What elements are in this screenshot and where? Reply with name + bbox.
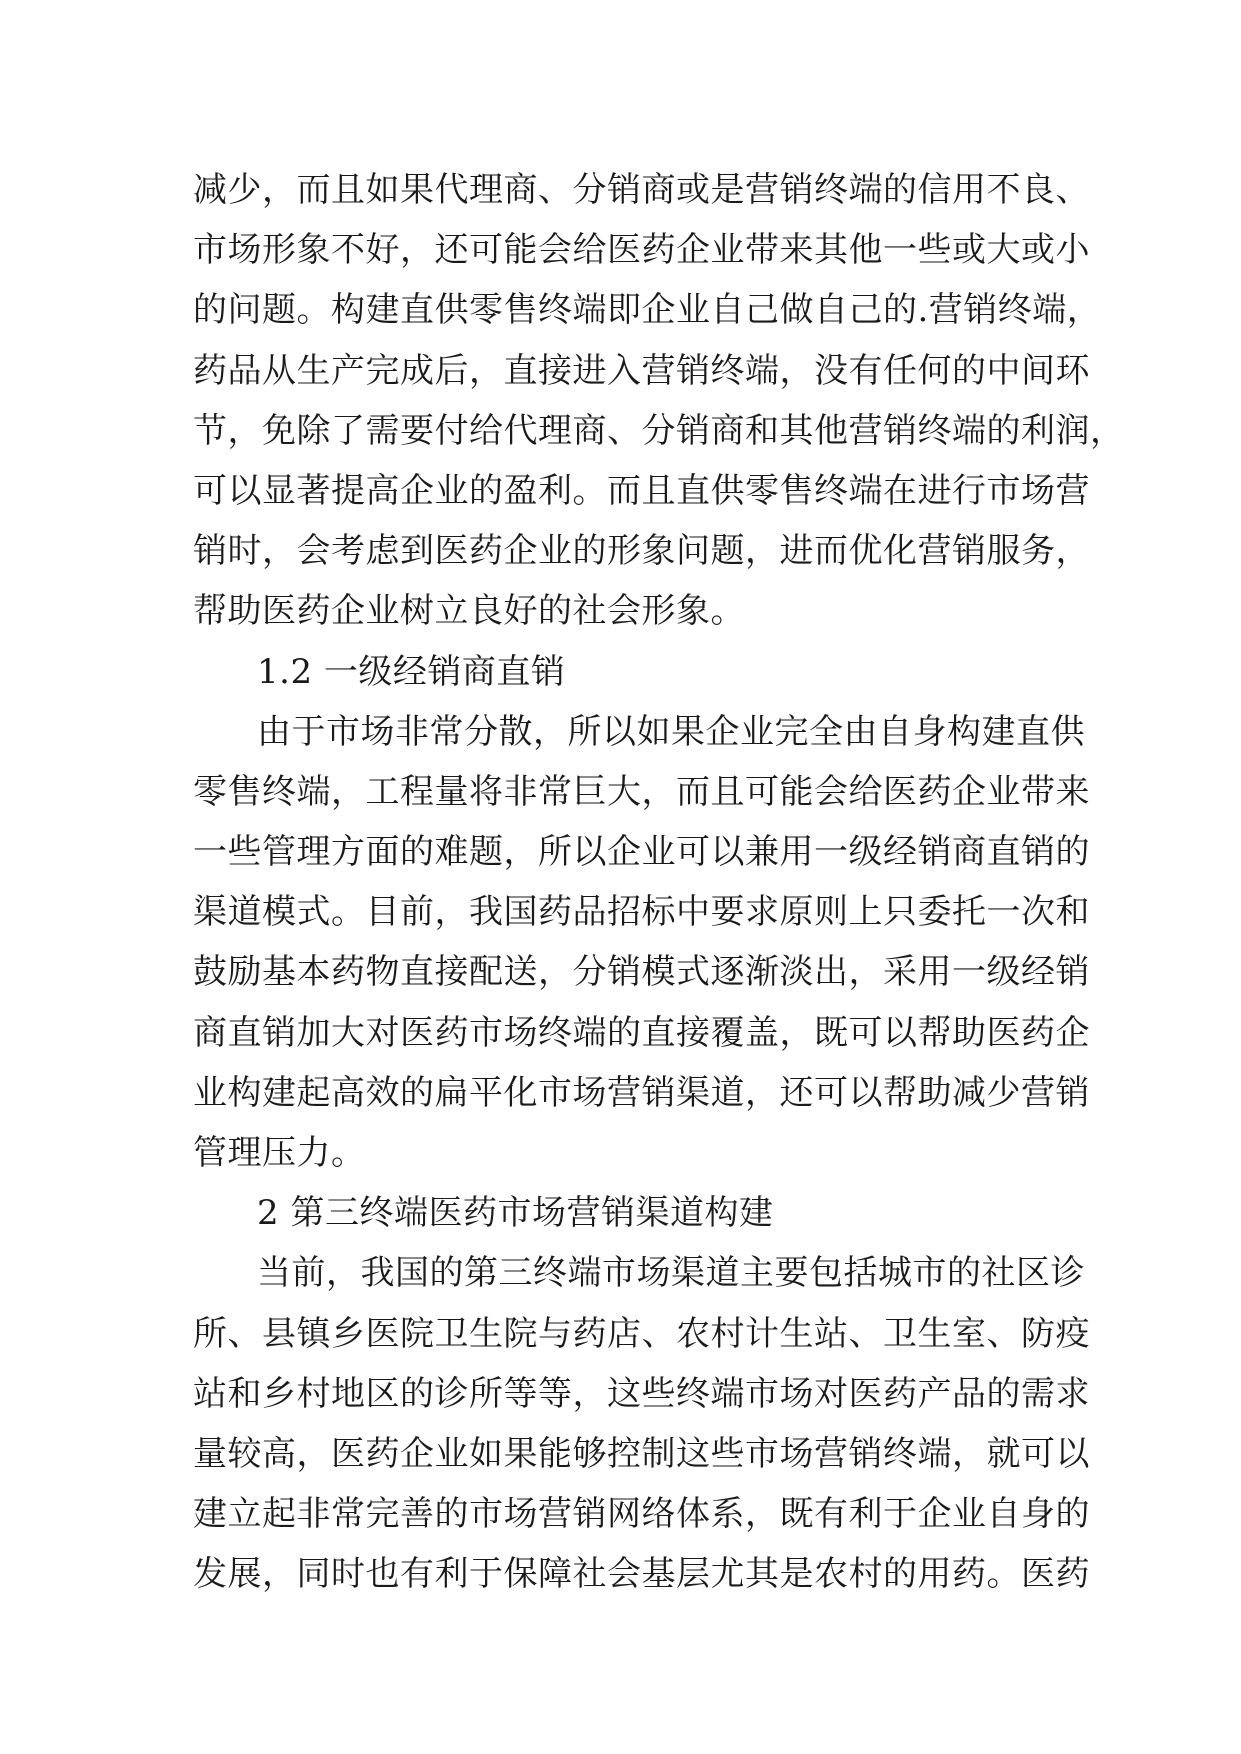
section-heading: 2 第三终端医药市场营销渠道构建	[257, 1193, 774, 1234]
text-line: 当前，我国的第三终端市场渠道主要包括城市的社区诊	[257, 1253, 1085, 1294]
text-line: 发展，同时也有利于保障社会基层尤其是农村的用药。医药	[193, 1554, 1090, 1595]
text-line: 一些管理方面的难题，所以企业可以兼用一级经销商直销的	[193, 832, 1090, 873]
text-line: 所、县镇乡医院卫生院与药店、农村计生站、卫生室、防疫	[193, 1313, 1090, 1354]
section-heading: 1.2 一级经销商直销	[257, 651, 566, 692]
text-line: 业构建起高效的扁平化市场营销渠道，还可以帮助减少营销	[193, 1072, 1090, 1113]
text-line: 鼓励基本药物直接配送，分销模式逐渐淡出，采用一级经销	[193, 952, 1090, 993]
text-line: 量较高，医药企业如果能够控制这些市场营销终端，就可以	[193, 1433, 1090, 1474]
body-text	[193, 160, 1125, 1605]
text-line: 可以显著提高企业的盈利。而且直供零售终端在进行市场营	[193, 470, 1090, 511]
text-line: 站和乡村地区的诊所等等，这些终端市场对医药产品的需求	[193, 1373, 1090, 1414]
text-line: 市场形象不好，还可能会给医药企业带来其他一些或大或小	[193, 230, 1090, 271]
text-line: 渠道模式。目前，我国药品招标中要求原则上只委托一次和	[193, 892, 1090, 933]
text-line: 节，免除了需要付给代理商、分销商和其他营销终端的利润，	[193, 410, 1125, 451]
text-line: 药品从生产完成后，直接进入营销终端，没有任何的中间环	[193, 350, 1090, 391]
text-line: 商直销加大对医药市场终端的直接覆盖，既可以帮助医药企	[193, 1012, 1090, 1053]
text-line: 建立起非常完善的市场营销网络体系，既有利于企业自身的	[193, 1494, 1090, 1535]
text-line: 的问题。构建直供零售终端即企业自己做自己的.营销终端，	[193, 290, 1102, 331]
text-line: 由于市场非常分散，所以如果企业完全由自身构建直供	[257, 711, 1085, 752]
text-line: 销时，会考虑到医药企业的形象问题，进而优化营销服务，	[193, 531, 1090, 572]
text-line: 管理压力。	[193, 1133, 366, 1173]
text-line: 减少，而且如果代理商、分销商或是营销终端的信用不良、	[193, 170, 1090, 210]
text-line: 帮助医药企业树立良好的社会形象。	[193, 591, 745, 632]
text-line: 零售终端，工程量将非常巨大，而且可能会给医药企业带来	[193, 771, 1090, 812]
